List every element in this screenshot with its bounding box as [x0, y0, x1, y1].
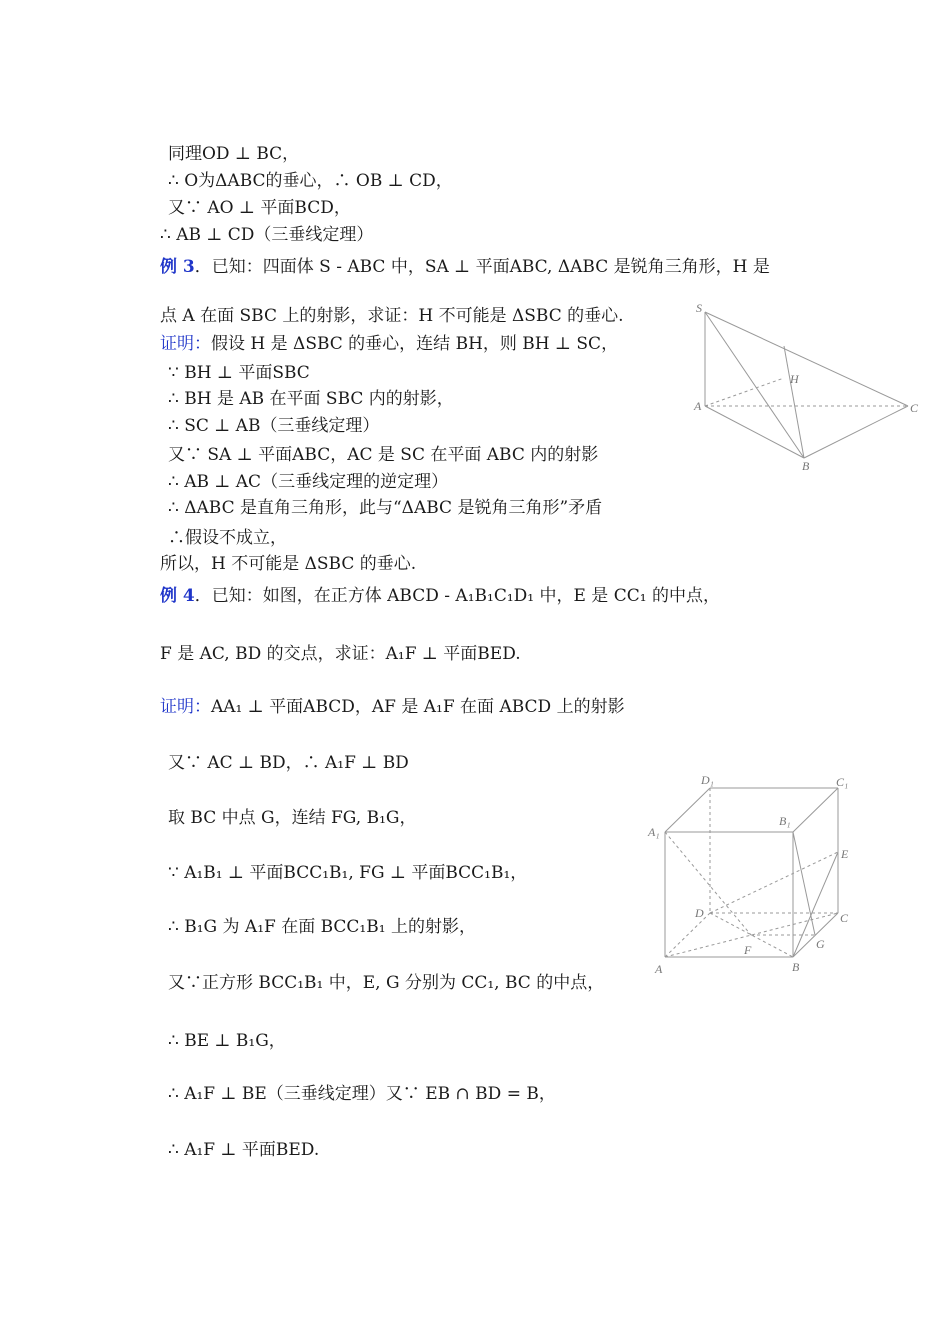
proof-4-start: 证明：AA₁ ⊥ 平面ABCD，AF 是 A₁F 在面 ABCD 上的射影	[160, 697, 625, 717]
text-line-23: 又∵正方形 BCC₁B₁ 中，E, G 分别为 CC₁, BC 的中点，	[168, 973, 605, 993]
vertex-label-a: A	[655, 962, 663, 976]
text-line-8: ∵ BH ⊥ 平面SBC	[168, 363, 310, 383]
text-line-13: ∴ ΔABC 是直角三角形，此与“ΔABC 是锐角三角形”矛盾	[168, 498, 603, 518]
text-line-15: 所以，H 不可能是 ΔSBC 的垂心.	[160, 554, 417, 574]
text-line-4: ∴ AB ⊥ CD（三垂线定理）	[160, 225, 374, 245]
vertex-label-h: H	[790, 372, 799, 386]
text-line-6: 点 A 在面 SBC 上的射影，求证：H 不可能是 ΔSBC 的垂心.	[160, 306, 624, 326]
text-line-3: 又∵ AO ⊥ 平面BCD，	[168, 198, 351, 218]
text-line-20: 取 BC 中点 G，连结 FG, B₁G，	[168, 808, 417, 828]
example-label: 例 4	[160, 586, 195, 606]
proof-label: 证明：	[160, 697, 211, 717]
vertex-label-a: A	[694, 399, 702, 413]
vertex-label-c1: C₁	[836, 775, 849, 789]
text-line-12: ∴ AB ⊥ AC（三垂线定理的逆定理）	[168, 472, 449, 492]
vertex-label-e: E	[841, 847, 849, 861]
vertex-label-c: C	[840, 911, 849, 925]
text-line-24: ∴ BE ⊥ B₁G，	[168, 1031, 286, 1051]
example-label: 例 3	[160, 257, 195, 277]
text-line-21: ∵ A₁B₁ ⊥ 平面BCC₁B₁, FG ⊥ 平面BCC₁B₁，	[168, 863, 528, 883]
text-line-10: ∴ SC ⊥ AB（三垂线定理）	[168, 416, 380, 436]
vertex-label-c: C	[910, 401, 919, 415]
text-line-11: 又∵ SA ⊥ 平面ABC，AC 是 SC 在平面 ABC 内的射影	[168, 445, 599, 465]
text-line-14: ∴假设不成立，	[168, 528, 287, 548]
text-line-26: ∴ A₁F ⊥ 平面BED.	[168, 1140, 320, 1160]
vertex-label-s: S	[696, 301, 702, 315]
tetrahedron-figure	[690, 298, 930, 478]
proof-3-start: 证明：假设 H 是 ΔSBC 的垂心，连结 BH，则 BH ⊥ SC，	[160, 334, 619, 354]
vertex-label-g: G	[816, 937, 825, 951]
text-line-1: 同理OD ⊥ BC，	[168, 144, 300, 164]
vertex-label-b: B	[792, 960, 800, 974]
vertex-label-d: D	[695, 906, 704, 920]
example-3-heading: 例 3．已知：四面体 S - ABC 中，SA ⊥ 平面ABC, ΔABC 是锐角三角形，H 是	[160, 257, 770, 277]
proof-label: 证明：	[160, 334, 211, 354]
vertex-label-b: B	[802, 459, 810, 473]
vertex-label-b1: B₁	[779, 814, 791, 828]
text-line-22: ∴ B₁G 为 A₁F 在面 BCC₁B₁ 上的射影，	[168, 917, 476, 937]
text-line-2: ∴ O为ΔABC的垂心，∴ OB ⊥ CD，	[168, 171, 453, 191]
example-4-heading: 例 4．已知：如图，在正方体 ABCD - A₁B₁C₁D₁ 中，E 是 CC₁ 的中点，	[160, 586, 720, 606]
text-line-9: ∴ BH 是 AB 在平面 SBC 内的射影，	[168, 389, 454, 409]
text-line-19: 又∵ AC ⊥ BD，∴ A₁F ⊥ BD	[168, 753, 409, 773]
vertex-label-d1: D₁	[701, 773, 714, 787]
cube-figure	[645, 770, 875, 980]
vertex-label-a1: A₁	[648, 825, 660, 839]
text-line-25: ∴ A₁F ⊥ BE（三垂线定理）又∵ EB ∩ BD = B，	[168, 1084, 556, 1104]
text-line-17: F 是 AC, BD 的交点，求证：A₁F ⊥ 平面BED.	[160, 644, 521, 664]
vertex-label-f: F	[744, 943, 752, 957]
